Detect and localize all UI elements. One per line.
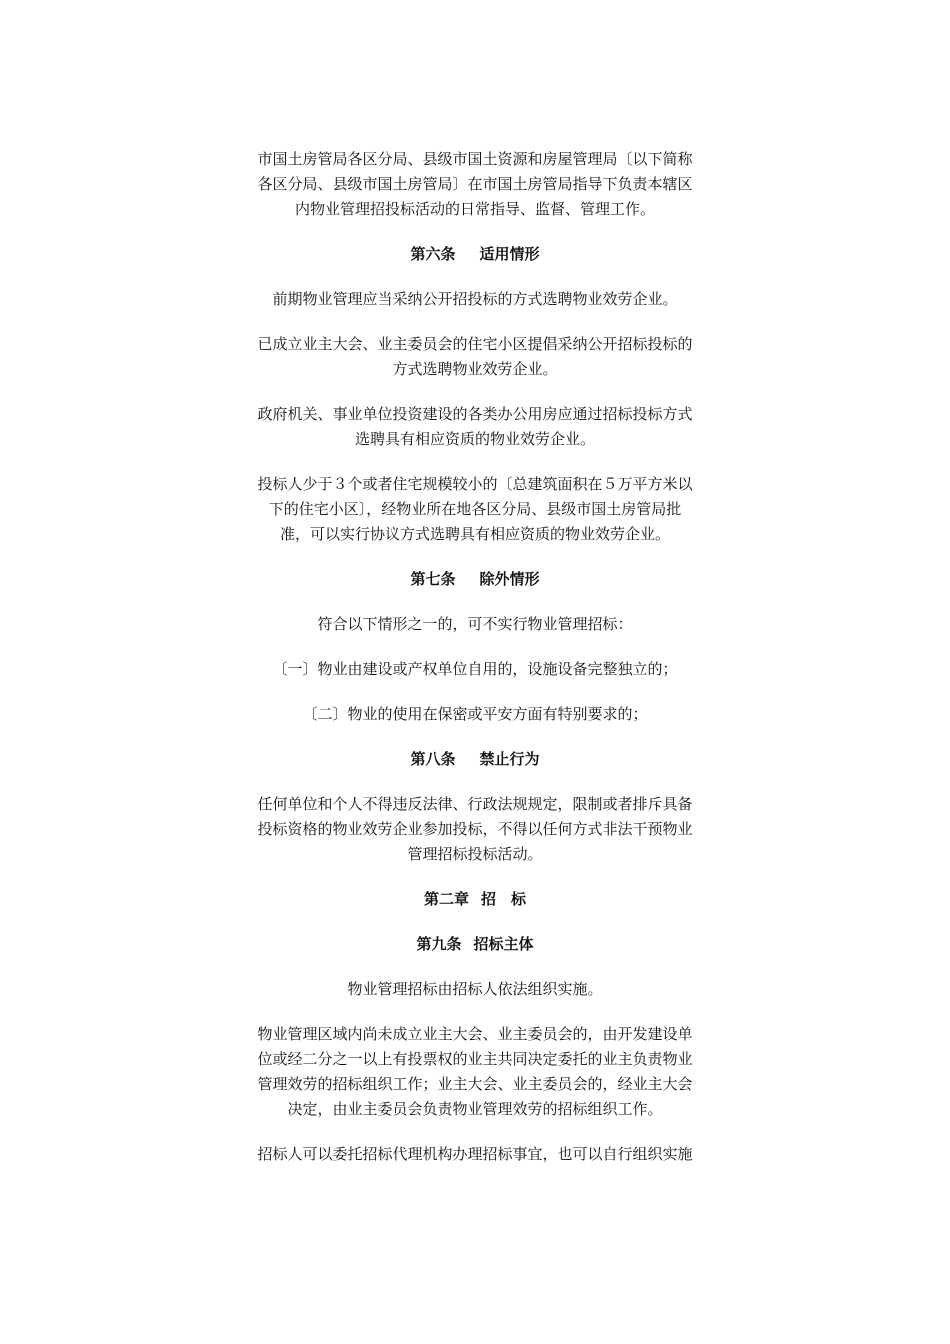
text-line: 方式选聘物业效劳企业。 xyxy=(392,360,558,378)
article-8-heading xyxy=(238,747,712,772)
text-line: 任何单位和个人不得违反法律、行政法规规定，限制或者排斥具备 xyxy=(257,795,693,813)
text-line: 决定，由业主委员会负责物业管理效劳的招标组织工作。 xyxy=(287,1100,663,1118)
text-line: 管理招标投标活动。 xyxy=(407,845,543,863)
paragraph xyxy=(238,1142,712,1167)
text-line: 各区分局、县级市国土房管局〕在市国土房管局指导下负责本辖区 xyxy=(257,175,693,193)
text-line: 物业管理招标由招标人依法组织实施。 xyxy=(347,980,603,998)
text-line: 招标人可以委托招标代理机构办理招标事宜，也可以自行组织实施 xyxy=(257,1145,693,1163)
text-line: 物业管理区域内尚未成立业主大会、业主委员会的，由开发建设单 xyxy=(257,1025,693,1043)
text-line: 选聘具有相应资质的物业效劳企业。 xyxy=(354,430,595,448)
text-line: 〔一〕物业由建设或产权单位自用的，设施设备完整独立的； xyxy=(272,660,678,678)
article-title: 招标主体 xyxy=(473,935,534,953)
article-number: 第六条 xyxy=(410,245,456,263)
text-line: 下的住宅小区〕，经物业所在地各区分局、县级市国土房管局批 xyxy=(268,500,682,518)
article-number: 第七条 xyxy=(410,570,456,588)
text-line: 位或经二分之一以上有投票权的业主共同决定委托的业主负责物业 xyxy=(257,1050,693,1068)
text-line: 投标资格的物业效劳企业参加投标，不得以任何方式非法干预物业 xyxy=(257,820,693,838)
text-line: 前期物业管理应当采纳公开招投标的方式选聘物业效劳企业。 xyxy=(272,290,678,308)
article-6-heading xyxy=(238,242,712,267)
text-line: 内物业管理招投标活动的日常指导、监督、管理工作。 xyxy=(294,200,655,218)
text-line: 已成立业主大会、业主委员会的住宅小区提倡采纳公开招标投标的 xyxy=(257,335,693,353)
article-7-heading xyxy=(238,567,712,592)
text-line: 符合以下情形之一的，可不实行物业管理招标： xyxy=(317,615,633,633)
paragraph xyxy=(238,472,712,547)
text-line: 政府机关、事业单位投资建设的各类办公用房应通过招标投标方式 xyxy=(257,405,693,423)
list-item xyxy=(238,702,712,727)
paragraph xyxy=(238,1022,712,1122)
article-title: 禁止行为 xyxy=(479,750,540,768)
paragraph xyxy=(238,287,712,312)
text-line: 市国土房管局各区分局、县级市国土资源和房屋管理局〔以下简称 xyxy=(257,150,693,168)
chapter-number: 第二章 xyxy=(423,890,469,908)
text-line: 管理效劳的招标组织工作；业主大会、业主委员会的，经业主大会 xyxy=(257,1075,693,1093)
paragraph xyxy=(238,332,712,382)
article-title: 除外情形 xyxy=(479,570,540,588)
paragraph-district-bureaus xyxy=(238,147,712,222)
chapter-title: 招 标 xyxy=(481,890,527,908)
chapter-2-heading xyxy=(238,887,712,912)
text-line: 投标人少于３个或者住宅规模较小的〔总建筑面积在５万平方米以 xyxy=(257,475,693,493)
document-page xyxy=(238,147,712,1187)
article-number: 第八条 xyxy=(410,750,456,768)
list-item xyxy=(238,657,712,682)
article-title: 适用情形 xyxy=(479,245,540,263)
text-line: 〔二〕物业的使用在保密或平安方面有特别要求的； xyxy=(302,705,648,723)
paragraph xyxy=(238,792,712,867)
article-9-heading xyxy=(238,932,712,957)
article-number: 第九条 xyxy=(416,935,462,953)
text-line: 准，可以实行协议方式选聘具有相应资质的物业效劳企业。 xyxy=(279,525,670,543)
paragraph xyxy=(238,402,712,452)
paragraph xyxy=(238,612,712,637)
paragraph xyxy=(238,977,712,1002)
